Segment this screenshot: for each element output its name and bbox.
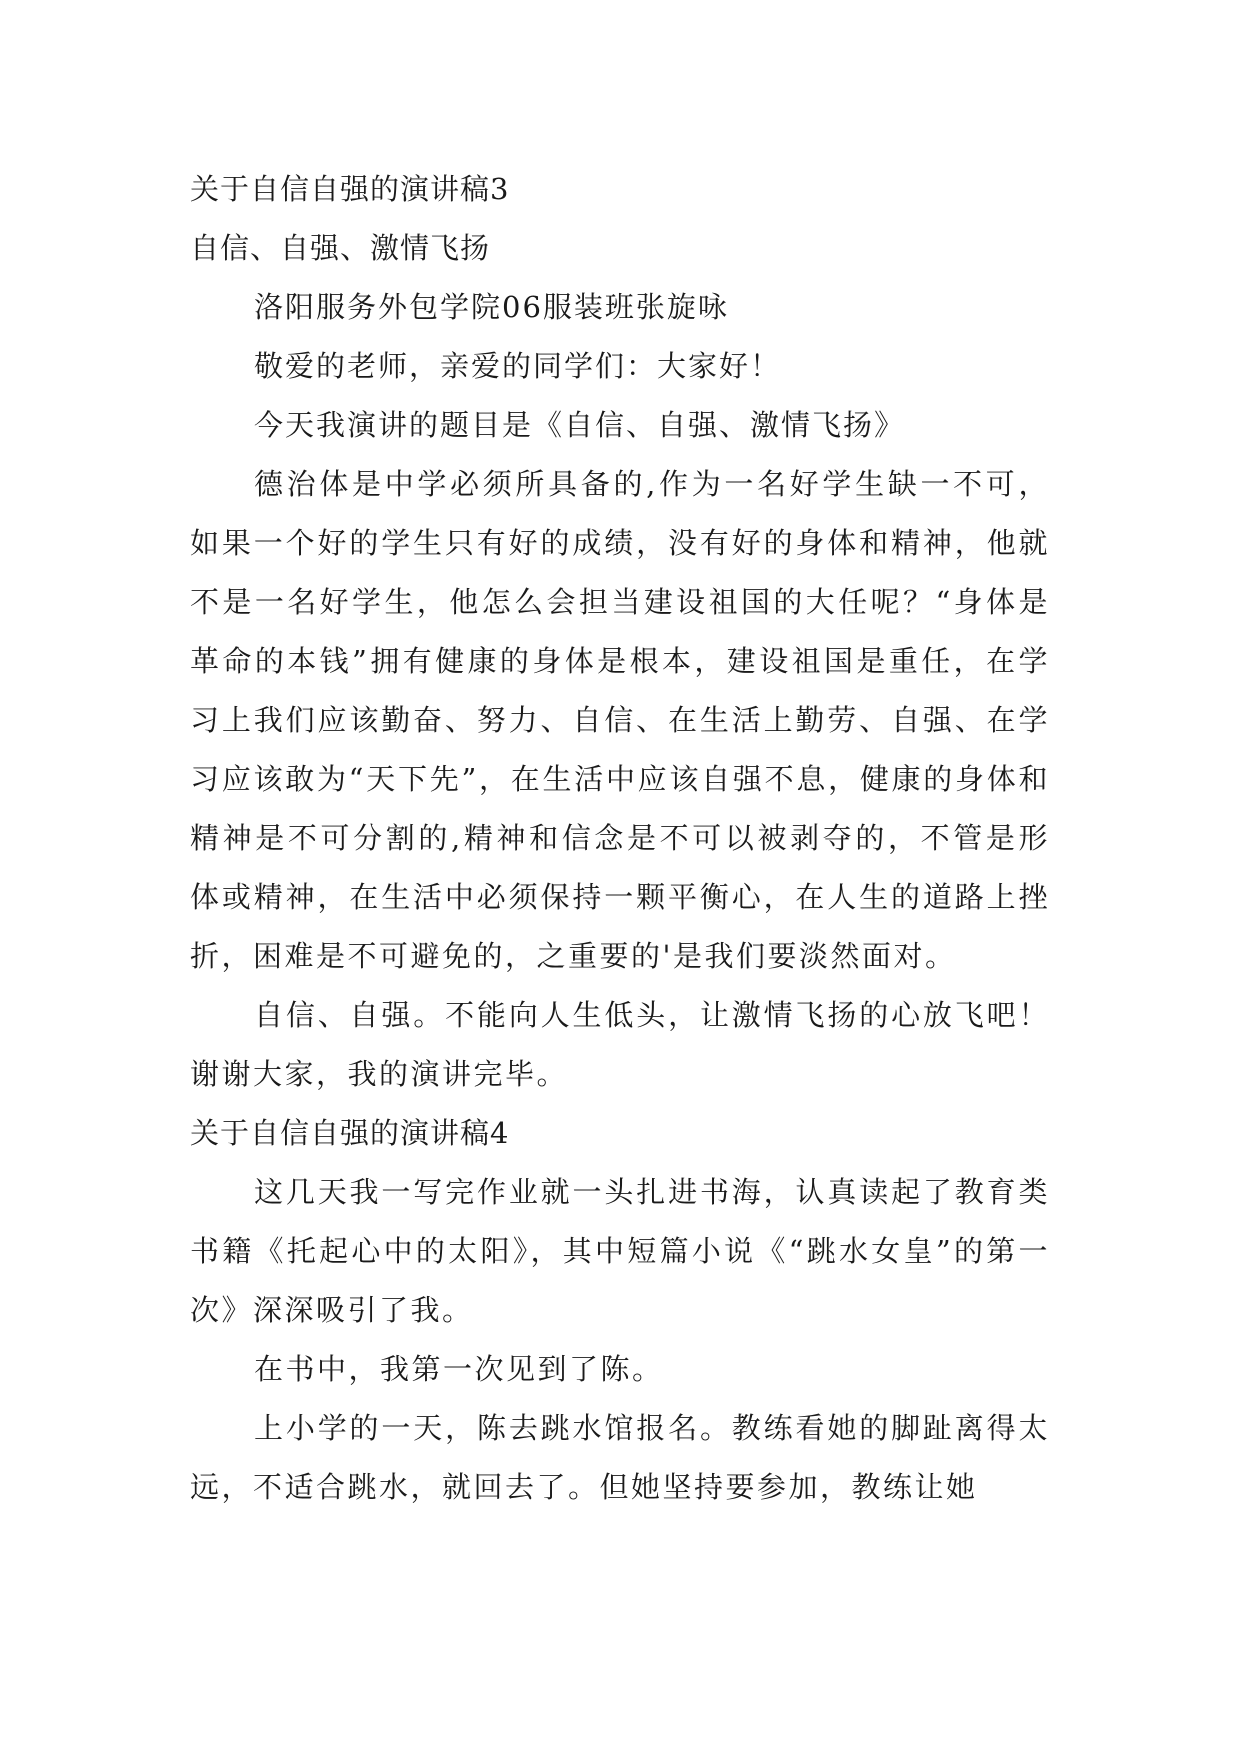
section4-paragraph-3: 上小学的一天，陈去跳水馆报名。教练看她的脚趾离得太远，不适合跳水，就回去了。但她坚持要参加，教练让她 — [190, 1411, 1050, 1504]
speech-topic: 今天我演讲的题目是《自信、自强、激情飞扬》 — [254, 408, 906, 442]
speech-title: 自信、自强、激情飞扬 — [190, 231, 491, 265]
section4-heading: 关于自信自强的演讲稿4 — [190, 1116, 510, 1150]
speech-author: 洛阳服务外包学院06服装班张旋咏 — [254, 290, 729, 324]
document-body — [190, 160, 1050, 1517]
speech-greeting: 敬爱的老师，亲爱的同学们：大家好！ — [254, 349, 782, 383]
speech-closing-paragraph: 自信、自强。不能向人生低头，让激情飞扬的心放飞吧！谢谢大家，我的演讲完毕。 — [190, 998, 1050, 1091]
speech-paragraph: 德治体是中学必须所具备的,作为一名好学生缺一不可，如果一个好的学生只有好的成绩，没有好的身体和精神，他就不是一名好学生，他怎么会担当建设祖国的大任呢？“身体是革命的本钱”拥有健康的身体是根本，建设祖国是重任，在学习上我们应该勤奋、努力、自信、在生活上勤劳、自强、在学习应该敢为“天下先”，在生活中应该自强不息，健康的身体和精神是不可分割的,精神和信念是不可以被剥夺的，不管是形体或精神，在生活中必须保持一颗平衡心，在人生的道路上挫折，困难是不可避免的，之重要的'是我们要淡然面对。 — [190, 467, 1050, 973]
section4-paragraph-2: 在书中，我第一次见到了陈。 — [254, 1352, 664, 1386]
section3-heading: 关于自信自强的演讲稿3 — [190, 172, 510, 206]
section4-paragraph-1: 这几天我一写完作业就一头扎进书海，认真读起了教育类书籍《托起心中的太阳》，其中短篇小说《“跳水女皇”的第一次》深深吸引了我。 — [190, 1175, 1050, 1327]
